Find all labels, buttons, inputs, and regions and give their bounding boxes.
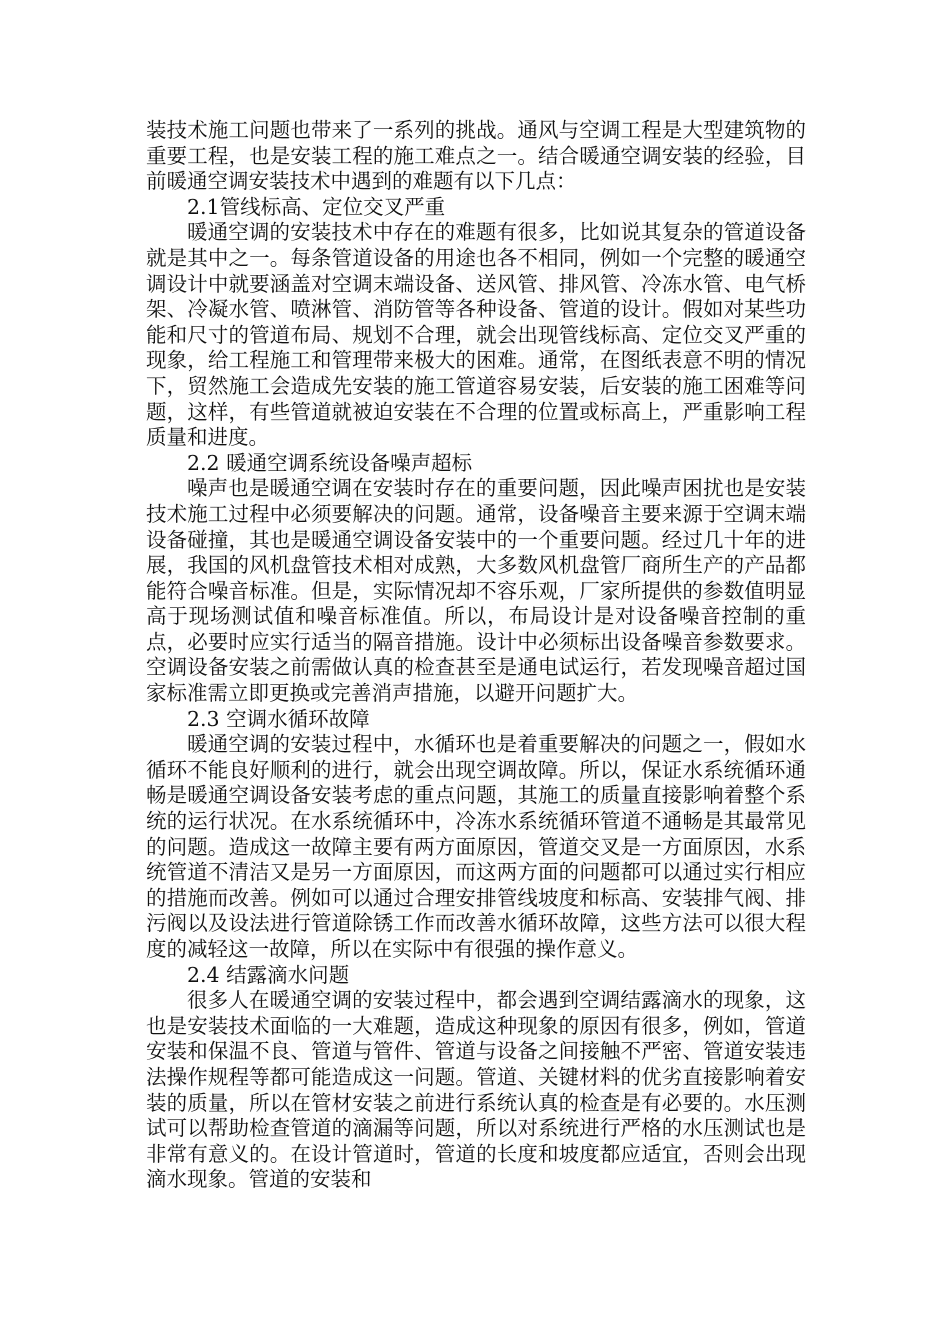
section-body-2-4: 很多人在暖通空调的安装过程中，都会遇到空调结露滴水的现象，这也是安装技术面临的一大难题，造成这种现象的原因有很多，例如，管道安装和保温不良、管道与管件、管道与设备之间接触不严密、管道安装违法操作规程等都可能造成这一问题。管道、关键材料的优劣直接影响着安装的质量，所以在管材安装之前进行系统认真的检查是有必要的。水压测试可以帮助检查管道的滴漏等问题，所以对系统进行严格的水压测试也是非常有意义的。在设计管道时，管道的长度和坡度都应适宜，否则会出现滴水现象。管道的安装和 xyxy=(146,988,806,1192)
intro-paragraph: 装技术施工问题也带来了一系列的挑战。通风与空调工程是大型建筑物的重要工程，也是安装工程的施工难点之一。结合暖通空调安装的经验，目前暖通空调安装技术中遇到的难题有以下几点： xyxy=(146,118,806,194)
section-body-2-1: 暖通空调的安装技术中存在的难题有很多，比如说其复杂的管道设备就是其中之一。每条管道设备的用途也各不相同，例如一个完整的暖通空调设计中就要涵盖对空调末端设备、送风管、排风管、冷冻水管、电气桥架、冷凝水管、喷淋管、消防管等各种设备、管道的设计。假如对某些功能和尺寸的管道布局、规划不合理，就会出现管线标高、定位交叉严重的现象，给工程施工和管理带来极大的困难。通常，在图纸表意不明的情况下，贸然施工会造成先安装的施工管道容易安装，后安装的施工困难等问题，这样，有些管道就被迫安装在不合理的位置或标高上，严重影响工程质量和进度。 xyxy=(146,220,806,450)
section-heading-2-2: 2.2 暖通空调系统设备噪声超标 xyxy=(187,450,473,475)
section-body-2-2: 噪声也是暖通空调在安装时存在的重要问题，因此噪声困扰也是安装技术施工过程中必须要解决的问题。通常，设备噪音主要来源于空调末端设备碰撞，其也是暖通空调设备安装中的一个重要问题。经过几十年的进展，我国的风机盘管技术相对成熟，大多数风机盘管厂商所生产的产品都能符合噪音标准。但是，实际情况却不容乐观，厂家所提供的参数值明显高于现场测试值和噪音标准值。所以，布局设计是对设备噪音控制的重点，必要时应实行适当的隔音措施。设计中必须标出设备噪音参数要求。空调设备安装之前需做认真的检查甚至是通电试运行，若发现噪音超过国家标准需立即更换或完善消声措施，以避开问题扩大。 xyxy=(146,476,806,706)
section-heading-2-4: 2.4 结露滴水问题 xyxy=(187,962,350,987)
section-body-2-3: 暖通空调的安装过程中，水循环也是着重要解决的问题之一，假如水循环不能良好顺利的进行，就会出现空调故障。所以，保证水系统循环通畅是暖通空调设备安装考虑的重点问题，其施工的质量直接影响着整个系统的运行状况。在水系统循环中，冷冻水系统循环管道不通畅是其最常见的问题。造成这一故障主要有两方面原因，管道交叉是一方面原因，水系统管道不清洁又是另一方面原因，而这两方面的问题都可以通过实行相应的措施而改善。例如可以通过合理安排管线坡度和标高、安装排气阀、排污阀以及设法进行管道除锈工作而改善水循环故障，这些方法可以很大程度的减轻这一故障，所以在实际中有很强的操作意义。 xyxy=(146,732,806,961)
section-heading-2-3: 2.3 空调水循环故障 xyxy=(187,706,370,731)
document-page xyxy=(146,118,806,1193)
section-heading-2-1: 2.1管线标高、定位交叉严重 xyxy=(187,194,446,219)
